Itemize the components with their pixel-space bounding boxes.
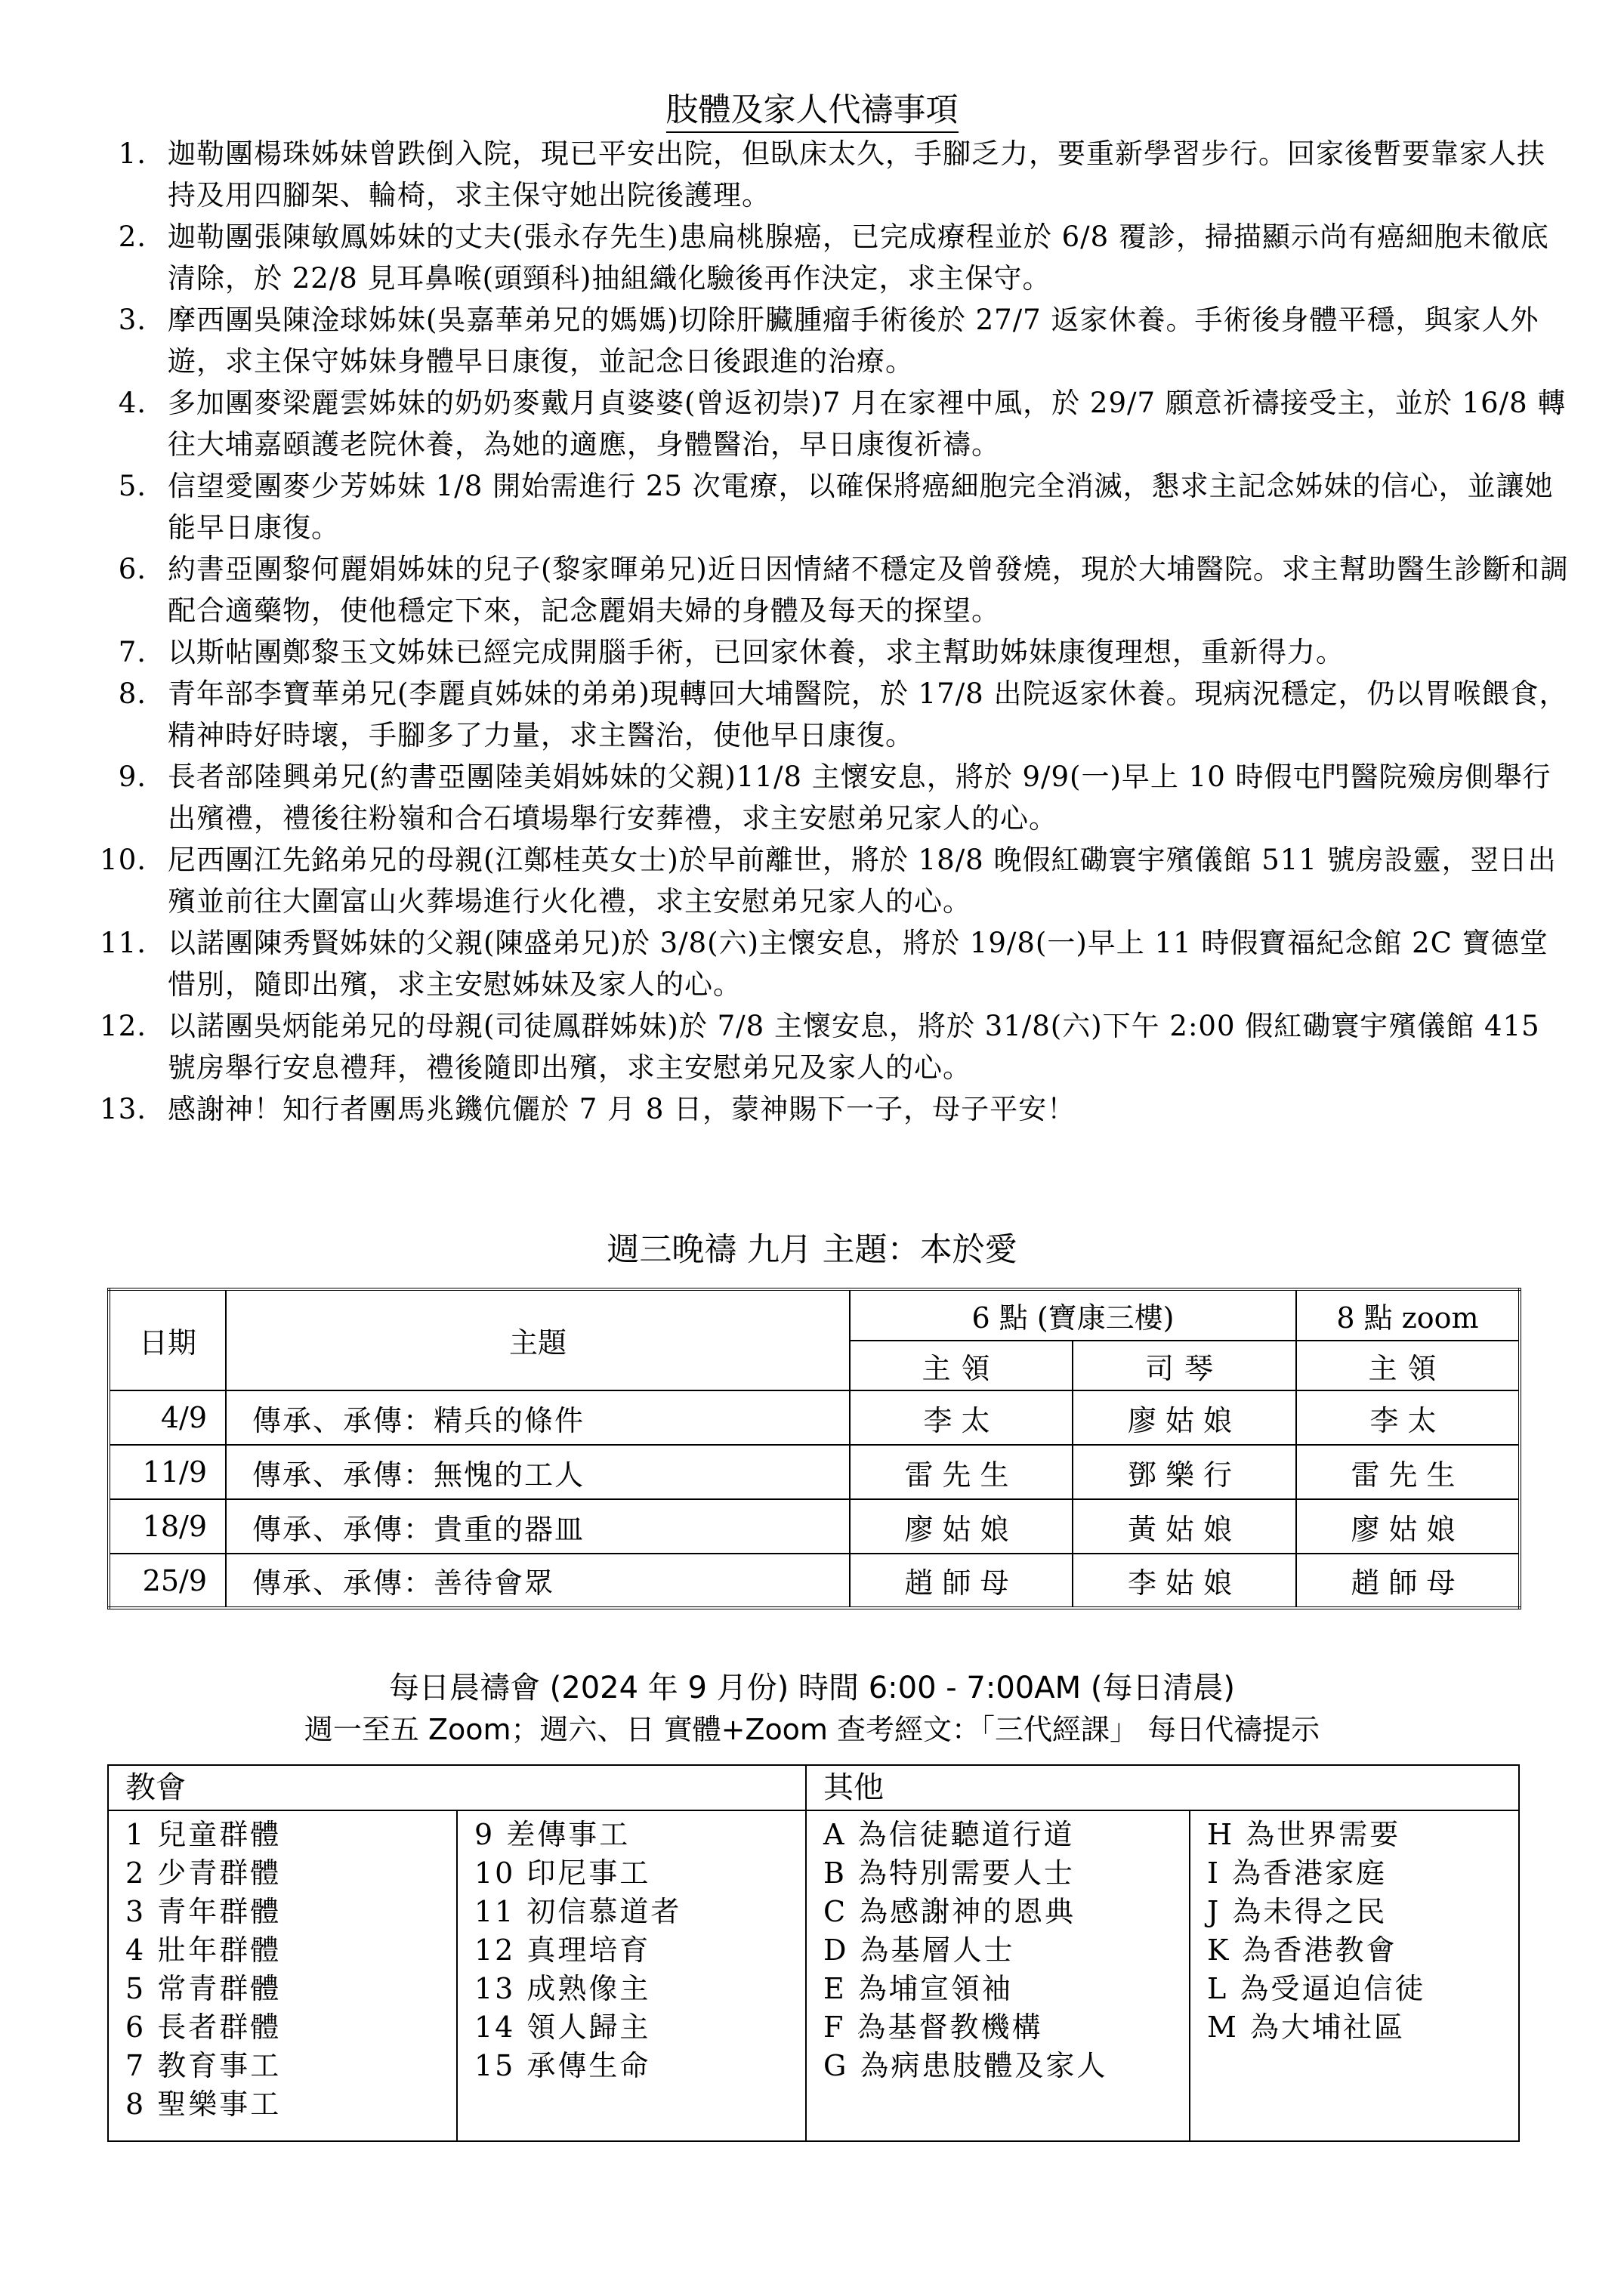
list-item: A 為信徒聽道行道 [823, 1818, 1075, 1851]
wed-eight-lead: 雷先生 [1296, 1445, 1520, 1499]
wed-title: 週三晚禱 九月 主題：本於愛 [607, 1231, 1017, 1269]
prayer-item [89, 465, 1570, 548]
prayer-item [89, 299, 1570, 382]
wed-six-lead: 廖姑娘 [850, 1499, 1073, 1554]
wed-date: 11/9 [109, 1445, 226, 1499]
wed-theme: 傳承、承傳：精兵的條件 [226, 1390, 850, 1445]
list-item: H 為世界需要 [1207, 1818, 1401, 1851]
prayer-item [89, 382, 1570, 465]
wed-six-piano: 鄧樂行 [1073, 1445, 1296, 1499]
morning-col-other-1 [806, 1810, 1190, 2141]
prayer-item-number: 12. [100, 1010, 147, 1042]
wed-header-row [109, 1289, 1520, 1341]
prayer-item-text: 摩西團吳陳淦球姊妹(吳嘉華弟兄的媽媽)切除肝臟腫瘤手術後於 27/7 返家休養。手術後身體平穩，與家人外遊，求主保守姊妹身體早日康復，並記念日後跟進的治療。 [168, 304, 1539, 378]
wed-theme: 傳承、承傳：無愧的工人 [226, 1445, 850, 1499]
wed-header-eight: 8 點 zoom [1296, 1289, 1520, 1341]
list-item: 14 領人歸主 [474, 2011, 651, 2044]
list-item: 3 青年群體 [125, 1895, 282, 1928]
list-item: L 為受逼迫信徒 [1207, 1972, 1426, 2005]
wed-header-six: 6 點 (寶康三樓) [850, 1289, 1296, 1341]
wed-six-lead: 雷先生 [850, 1445, 1073, 1499]
prayer-item [89, 1088, 1570, 1130]
list-item: 10 印尼事工 [474, 1856, 651, 1890]
list-item: 4 壯年群體 [125, 1933, 282, 1967]
list-item: 6 長者群體 [125, 2011, 282, 2044]
prayer-list [89, 133, 1570, 1130]
list-item: F 為基督教機構 [823, 2011, 1043, 2044]
morning-col-church-1 [108, 1810, 457, 2141]
list-item: 5 常青群體 [125, 1972, 282, 2005]
prayer-item-number: 8. [118, 677, 147, 710]
table-row [109, 1390, 1520, 1445]
list-item: B 為特別需要人士 [823, 1856, 1076, 1890]
prayer-item-number: 13. [100, 1093, 147, 1125]
wed-eight-lead: 廖姑娘 [1296, 1499, 1520, 1554]
list-item: 8 聖樂事工 [125, 2088, 282, 2121]
prayer-item [89, 1005, 1570, 1088]
prayer-item [89, 756, 1570, 839]
list-item: E 為埔宣領袖 [823, 1972, 1013, 2005]
prayer-item-text: 以諾團陳秀賢姊妹的父親(陳盛弟兄)於 3/8(六)主懷安息，將於 19/8(一)早上 11 時假寶福紀念館 2C 寶德堂惜別，隨即出殯，求主安慰姊妹及家人的心。 [168, 927, 1548, 1001]
prayer-item [89, 631, 1570, 673]
list-item: 15 承傳生命 [474, 2049, 651, 2082]
morning-prayer-table [107, 1764, 1520, 2142]
prayer-item-number: 9. [118, 761, 147, 793]
wed-six-piano: 李姑娘 [1073, 1554, 1296, 1608]
prayer-item-text: 尼西團江先銘弟兄的母親(江鄭桂英女士)於早前離世，將於 18/8 晚假紅磡寰宇殯儀館 511 號房設靈，翌日出殯並前往大圍富山火葬場進行火化禮，求主安慰弟兄家人的心。 [168, 844, 1557, 918]
prayer-item-text: 迦勒團張陳敏鳳姊妹的丈夫(張永存先生)患扁桃腺癌，已完成療程並於 6/8 覆診，掃描顯示尚有癌細胞未徹底清除，於 22/8 見耳鼻喉(頭頸科)抽組織化驗後再作決定，求主保守。 [168, 221, 1549, 295]
morning-header-other: 其他 [806, 1765, 1519, 1810]
wed-date: 4/9 [109, 1390, 226, 1445]
wed-eight-lead: 李太 [1296, 1390, 1520, 1445]
list-item: 1 兒童群體 [125, 1818, 282, 1851]
morning-title: 每日晨禱會 (2024 年 9 月份) 時間 6:00 - 7:00AM (每日清晨) [388, 1671, 1236, 1705]
prayer-item-text: 迦勒團楊珠姊妹曾跌倒入院，現已平安出院，但臥床太久，手腳乏力，要重新學習步行。回家後暫要靠家人扶持及用四腳架、輪椅，求主保守她出院後護理。 [168, 137, 1545, 211]
morning-col-other-2 [1190, 1810, 1519, 2141]
prayer-item-text: 信望愛團麥少芳姊妹 1/8 開始需進行 25 次電療，以確保將癌細胞完全消滅，懇求主記念姊妹的信心，並讓她能早日康復。 [168, 470, 1554, 544]
wed-six-lead: 趙師母 [850, 1554, 1073, 1608]
list-item: J 為未得之民 [1207, 1895, 1388, 1928]
list-item: K 為香港教會 [1207, 1933, 1397, 1967]
prayer-item-text: 以斯帖團鄭黎玉文姊妹已經完成開腦手術，已回家休養，求主幫助姊妹康復理想，重新得力。 [168, 636, 1345, 668]
list-item: M 為大埔社區 [1207, 2011, 1405, 2044]
list-item: 9 差傳事工 [474, 1818, 631, 1851]
prayer-item [89, 673, 1570, 756]
morning-header-row [108, 1765, 1519, 1810]
morning-header-church: 教會 [108, 1765, 806, 1810]
list-item: 2 少青群體 [125, 1856, 282, 1890]
prayer-item-number: 10. [100, 844, 147, 876]
wed-header-six-lead: 主領 [850, 1341, 1073, 1390]
list-item: G 為病患肢體及家人 [823, 2049, 1108, 2082]
list-item: 13 成熟像主 [474, 1972, 651, 2005]
morning-list-row [108, 1810, 1519, 2141]
prayer-item-text: 感謝神！知行者團馬兆鐖伉儷於 7 月 8 日，蒙神賜下一子，母子平安！ [168, 1093, 1076, 1125]
prayer-title: 肢體及家人代禱事項 [0, 89, 1624, 131]
list-item: D 為基層人士 [823, 1933, 1015, 1967]
list-item: 7 教育事工 [125, 2049, 282, 2082]
table-row [109, 1499, 1520, 1554]
wed-header-date: 日期 [109, 1289, 226, 1390]
wed-eight-lead: 趙師母 [1296, 1554, 1520, 1608]
prayer-item-text: 多加團麥梁麗雲姊妹的奶奶麥戴月貞婆婆(曾返初崇)7 月在家裡中風，於 29/7 願意祈禱接受主，並於 16/8 轉往大埔嘉頤護老院休養，為她的適應，身體醫治，早日康復祈禱。 [168, 387, 1567, 461]
morning-subtitle: 週一至五 Zoom；週六、日 實體+Zoom 查考經文：「三代經課」 每日代禱提示 [304, 1713, 1320, 1746]
prayer-item [89, 548, 1570, 631]
wed-date: 18/9 [109, 1499, 226, 1554]
wed-date: 25/9 [109, 1554, 226, 1608]
list-item: 11 初信慕道者 [474, 1895, 682, 1928]
prayer-item-text: 約書亞團黎何麗娟姊妹的兒子(黎家暉弟兄)近日因情緒不穩定及曾發燒，現於大埔醫院。求主幫助醫生診斷和調配合適藥物，使他穩定下來，記念麗娟夫婦的身體及每天的探望。 [168, 553, 1569, 627]
wed-header-eight-lead: 主領 [1296, 1341, 1520, 1390]
table-row [109, 1445, 1520, 1499]
table-row [109, 1554, 1520, 1608]
prayer-item-number: 1. [118, 137, 147, 170]
morning-col-church-2 [457, 1810, 806, 2141]
wed-header-six-piano: 司琴 [1073, 1341, 1296, 1390]
wed-schedule-table [107, 1288, 1521, 1609]
wed-six-piano: 黃姑娘 [1073, 1499, 1296, 1554]
wed-six-lead: 李太 [850, 1390, 1073, 1445]
prayer-item-number: 6. [118, 553, 147, 585]
wed-six-piano: 廖姑娘 [1073, 1390, 1296, 1445]
prayer-item-text: 青年部李寶華弟兄(李麗貞姊妹的弟弟)現轉回大埔醫院，於 17/8 出院返家休養。現病況穩定，仍以胃喉餵食，精神時好時壞，手腳多了力量，求主醫治，使他早日康復。 [168, 677, 1568, 751]
prayer-item-number: 7. [118, 636, 147, 668]
prayer-item-text: 以諾團吳炳能弟兄的母親(司徒鳳群姊妹)於 7/8 主懷安息，將於 31/8(六)下午 2:00 假紅磡寰宇殯儀館 415 號房舉行安息禮拜，禮後隨即出殯，求主安慰弟兄及家人的心。 [168, 1010, 1540, 1084]
wed-theme: 傳承、承傳：貴重的器皿 [226, 1499, 850, 1554]
list-item: C 為感謝神的恩典 [823, 1895, 1076, 1928]
prayer-item [89, 216, 1570, 299]
prayer-item [89, 922, 1570, 1005]
prayer-item-number: 3. [118, 304, 147, 336]
wed-theme: 傳承、承傳：善待會眾 [226, 1554, 850, 1608]
prayer-item-text: 長者部陸興弟兄(約書亞團陸美娟姊妹的父親)11/8 主懷安息，將於 9/9(一)早上 10 時假屯門醫院殮房側舉行出殯禮，禮後往粉嶺和合石墳場舉行安葬禮，求主安慰弟兄家人的心。 [168, 761, 1551, 835]
prayer-item [89, 133, 1570, 216]
prayer-item-number: 4. [118, 387, 147, 419]
list-item: 12 真理培育 [474, 1933, 651, 1967]
prayer-item [89, 839, 1570, 922]
prayer-item-number: 5. [118, 470, 147, 502]
prayer-item-number: 2. [118, 221, 147, 253]
prayer-item-number: 11. [100, 927, 147, 959]
list-item: I 為香港家庭 [1207, 1856, 1388, 1890]
wed-header-theme: 主題 [226, 1289, 850, 1390]
